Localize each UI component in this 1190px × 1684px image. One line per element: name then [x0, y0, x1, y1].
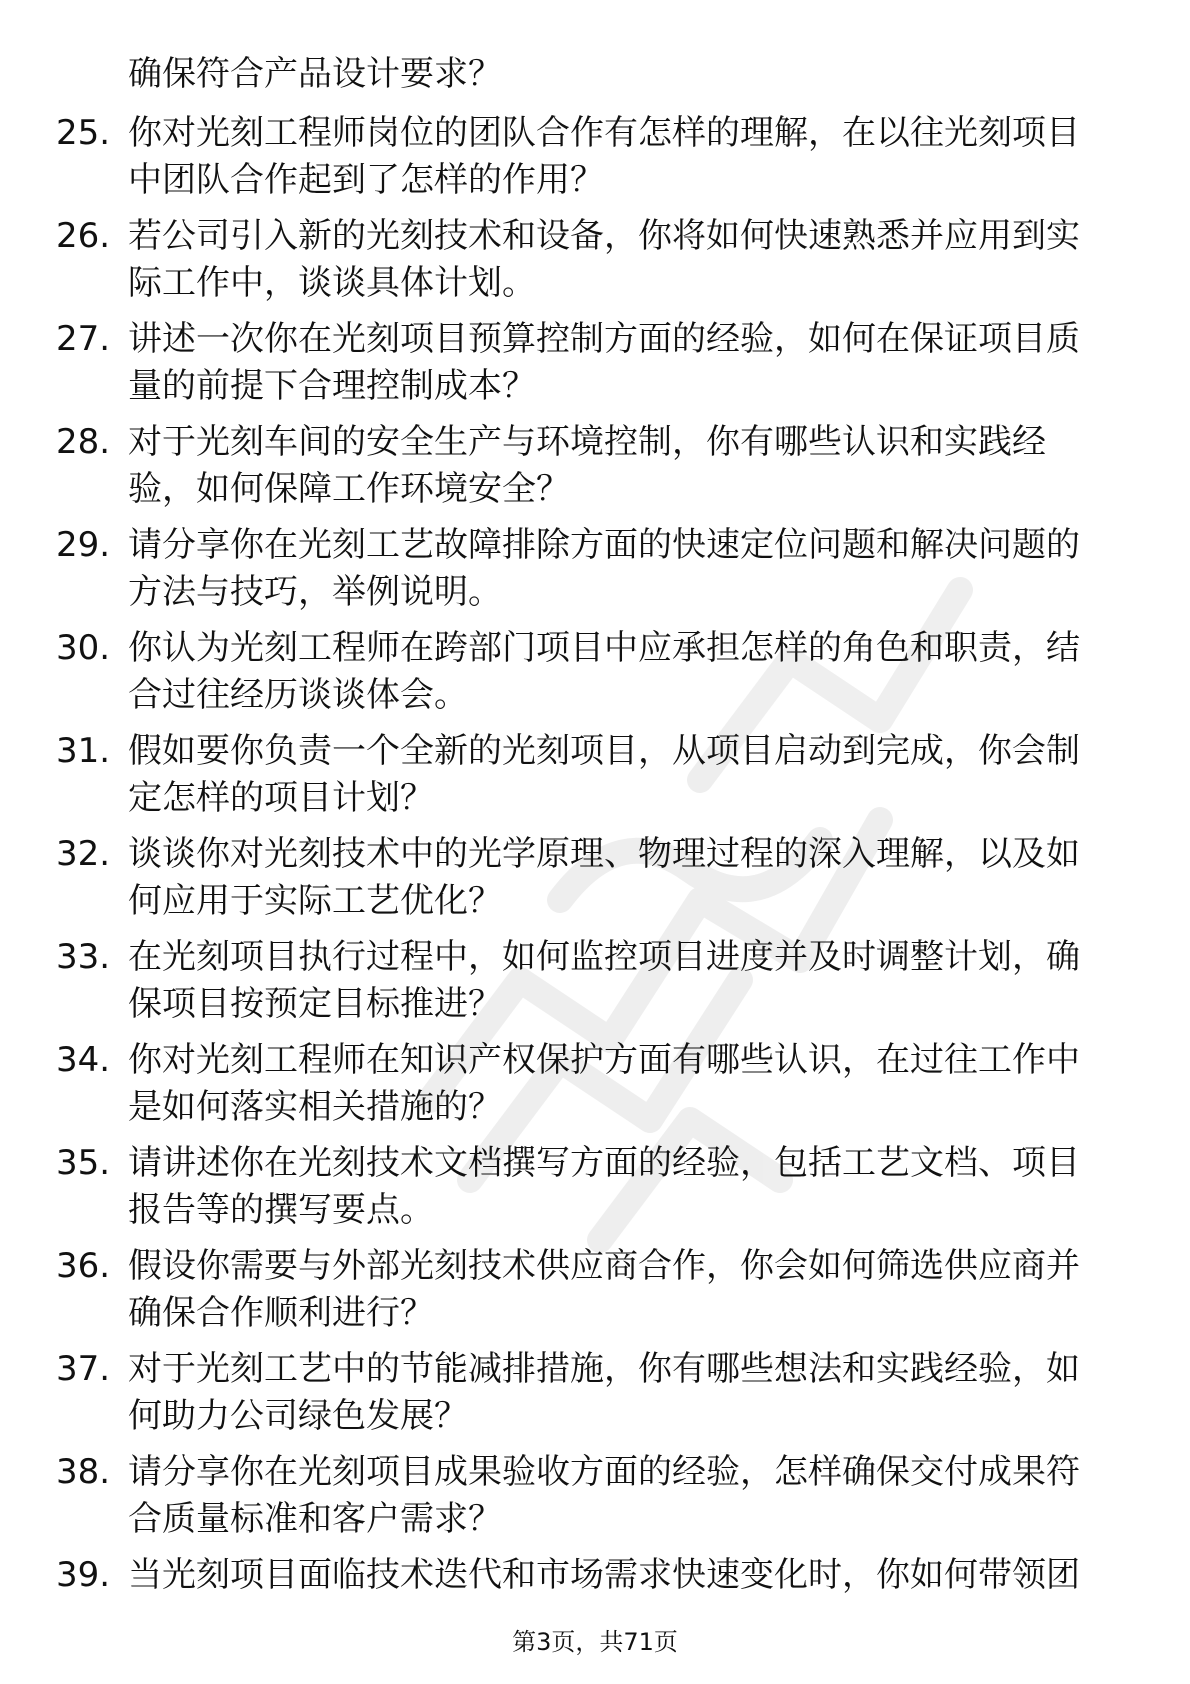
question-number: 32. [56, 834, 111, 874]
question-number: 28. [56, 422, 111, 462]
question-line: 验，如何保障工作环境安全？ [128, 469, 570, 509]
question-number: 27. [56, 319, 111, 359]
question-number: 30. [56, 628, 111, 668]
question-item [0, 213, 1190, 316]
question-line: 对于光刻工艺中的节能减排措施，你有哪些想法和实践经验，如 [128, 1349, 1080, 1389]
question-text [128, 213, 1128, 307]
question-line: 合质量标准和客户需求？ [128, 1499, 502, 1539]
question-item [0, 522, 1190, 625]
question-item [0, 1449, 1190, 1552]
question-line: 请讲述你在光刻技术文档撰写方面的经验，包括工艺文档、项目 [128, 1143, 1080, 1183]
question-item [0, 625, 1190, 728]
question-text [128, 110, 1128, 204]
question-item [0, 1243, 1190, 1346]
question-text [128, 419, 1128, 513]
question-line: 假设你需要与外部光刻技术供应商合作，你会如何筛选供应商并 [128, 1246, 1080, 1286]
question-line: 请分享你在光刻项目成果验收方面的经验，怎样确保交付成果符 [128, 1452, 1080, 1492]
question-text [128, 831, 1128, 925]
question-number: 35. [56, 1143, 111, 1183]
question-number: 37. [56, 1349, 111, 1389]
question-item [0, 1346, 1190, 1449]
question-line: 讲述一次你在光刻项目预算控制方面的经验，如何在保证项目质 [128, 319, 1080, 359]
question-item [0, 934, 1190, 1037]
question-number: 36. [56, 1246, 111, 1286]
question-line: 方法与技巧，举例说明。 [128, 572, 502, 612]
question-text [128, 1243, 1128, 1337]
question-item [0, 1140, 1190, 1243]
question-line: 报告等的撰写要点。 [128, 1190, 434, 1230]
question-number: 25. [56, 113, 111, 153]
question-item [0, 1037, 1190, 1140]
question-line: 定怎样的项目计划？ [128, 778, 434, 818]
question-line: 何应用于实际工艺优化？ [128, 881, 502, 921]
page-footer: 第3页，共71页 [512, 1628, 678, 1656]
question-line: 你对光刻工程师在知识产权保护方面有哪些认识，在过往工作中 [128, 1040, 1080, 1080]
question-item [0, 419, 1190, 522]
question-text [128, 728, 1128, 822]
question-line: 合过往经历谈谈体会。 [128, 675, 468, 715]
question-text [128, 934, 1128, 1028]
question-line: 谈谈你对光刻技术中的光学原理、物理过程的深入理解，以及如 [128, 834, 1080, 874]
question-number: 31. [56, 731, 111, 771]
question-line: 在光刻项目执行过程中，如何监控项目进度并及时调整计划，确 [128, 937, 1080, 977]
question-text [128, 522, 1128, 616]
question-text [128, 1037, 1128, 1131]
question-number: 33. [56, 937, 111, 977]
question-item [0, 110, 1190, 213]
question-line: 当光刻项目面临技术迭代和市场需求快速变化时，你如何带领团 [128, 1555, 1080, 1595]
question-number: 39. [56, 1555, 111, 1595]
question-item [0, 728, 1190, 831]
question-line: 际工作中，谈谈具体计划。 [128, 263, 536, 303]
continuation-text: 确保符合产品设计要求？ [128, 54, 502, 94]
question-number: 38. [56, 1452, 111, 1492]
question-text [128, 1552, 1128, 1599]
question-line: 若公司引入新的光刻技术和设备，你将如何快速熟悉并应用到实 [128, 216, 1080, 256]
question-item [0, 316, 1190, 419]
question-text [128, 1449, 1128, 1543]
question-text [128, 316, 1128, 410]
question-number: 26. [56, 216, 111, 256]
question-line: 何助力公司绿色发展？ [128, 1396, 468, 1436]
question-line: 假如要你负责一个全新的光刻项目，从项目启动到完成，你会制 [128, 731, 1080, 771]
question-line: 你对光刻工程师岗位的团队合作有怎样的理解，在以往光刻项目 [128, 113, 1080, 153]
question-line: 中团队合作起到了怎样的作用？ [128, 160, 604, 200]
question-item [0, 831, 1190, 934]
question-line: 确保合作顺利进行？ [128, 1293, 434, 1333]
question-line: 量的前提下合理控制成本？ [128, 366, 536, 406]
question-text [128, 1346, 1128, 1440]
question-line: 对于光刻车间的安全生产与环境控制，你有哪些认识和实践经 [128, 422, 1046, 462]
question-number: 29. [56, 525, 111, 565]
question-list [0, 110, 1190, 1655]
question-text [128, 1140, 1128, 1234]
question-line: 请分享你在光刻工艺故障排除方面的快速定位问题和解决问题的 [128, 525, 1080, 565]
question-line: 是如何落实相关措施的？ [128, 1087, 502, 1127]
question-number: 34. [56, 1040, 111, 1080]
question-line: 保项目按预定目标推进？ [128, 984, 502, 1024]
question-line: 你认为光刻工程师在跨部门项目中应承担怎样的角色和职责，结 [128, 628, 1080, 668]
question-text [128, 625, 1128, 719]
